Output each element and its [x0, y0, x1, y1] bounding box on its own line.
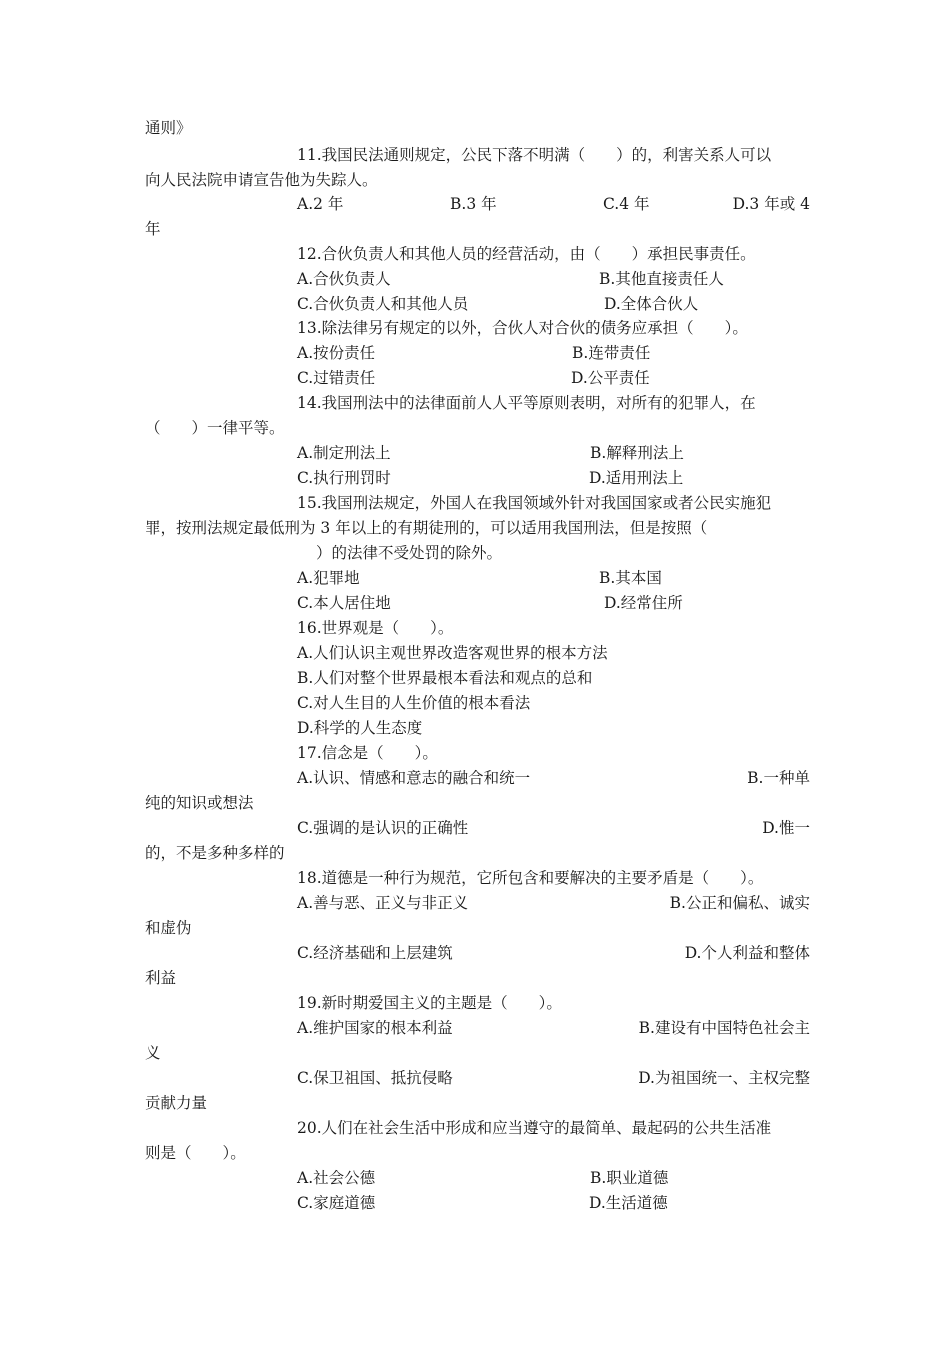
question-11	[297, 143, 810, 168]
option-b: B.解释刑法上	[590, 444, 684, 462]
question-15: 15.我国刑法规定，外国人在我国领域外针对我国国家或者公民实施犯	[297, 494, 772, 512]
option-d: D.惟一	[762, 819, 810, 837]
option-b: B.其他直接责任人	[599, 270, 724, 288]
option-d: D.为祖国统一、主权完整	[638, 1069, 810, 1087]
option-b-cont: 义	[145, 1044, 161, 1062]
question-12-options-row1	[297, 267, 810, 292]
question-12: 12.合伙负责人和其他人员的经营活动，由（ ）承担民事责任。	[297, 245, 756, 263]
question-20-options-row1	[297, 1166, 810, 1191]
option-d: D.适用刑法上	[589, 469, 684, 487]
option-d: D.3 年或 4	[732, 195, 810, 213]
option-b-cont: 和虚伪	[145, 919, 192, 937]
question-14-options-row2	[297, 466, 810, 491]
option-c: C.合伙负责人和其他人员	[297, 295, 469, 313]
option-a: A.合伙负责人	[297, 270, 391, 288]
option-c: C.保卫祖国、抵抗侵略	[297, 1069, 453, 1087]
option-a: A.认识、情感和意志的融合和统一	[297, 769, 531, 787]
question-15-options-row2	[297, 591, 810, 616]
question-11-cont: 向人民法院申请宣告他为失踪人。	[145, 171, 378, 189]
option-d-cont: 年	[145, 220, 161, 238]
option-c: C.过错责任	[297, 369, 376, 387]
question-16-option-c: C.对人生目的人生价值的根本看法	[297, 694, 531, 712]
option-d-cont: 的，不是多种多样的	[145, 844, 285, 862]
option-b: B.连带责任	[572, 344, 651, 362]
question-15-cont: 罪，按刑法规定最低刑为 3 年以上的有期徒刑的，可以适用我国刑法，但是按照（	[145, 519, 708, 537]
option-b: B.公正和偏私、诚实	[669, 894, 810, 912]
option-d-cont: 贡献力量	[145, 1094, 208, 1112]
continued-text: 通则》	[145, 119, 192, 137]
question-20: 20.人们在社会生活中形成和应当遵守的最简单、最起码的公共生活准	[297, 1119, 772, 1137]
question-14: 14.我国刑法中的法律面前人人平等原则表明，对所有的犯罪人，在	[297, 394, 756, 412]
option-c: C.经济基础和上层建筑	[297, 944, 453, 962]
question-20-options-row2	[297, 1191, 810, 1216]
option-d: D.全体合伙人	[604, 295, 699, 313]
option-c: C.本人居住地	[297, 594, 391, 612]
option-b: B.其本国	[599, 569, 662, 587]
question-11-options	[297, 192, 810, 217]
question-16: 16.世界观是（ ）。	[297, 619, 454, 637]
question-15-options-row1	[297, 566, 810, 591]
question-12-options-row2	[297, 292, 810, 317]
question-18: 18.道德是一种行为规范，它所包含和要解决的主要矛盾是（ ）。	[297, 869, 764, 887]
question-16-option-d: D.科学的人生态度	[297, 719, 423, 737]
option-d: D.生活道德	[589, 1194, 668, 1212]
question-13-options-row1	[297, 341, 810, 366]
option-c: C.强调的是认识的正确性	[297, 819, 469, 837]
option-c: C.家庭道德	[297, 1194, 376, 1212]
question-17-options-row2	[297, 816, 810, 841]
question-16-option-a: A.人们认识主观世界改造客观世界的根本方法	[297, 644, 608, 662]
option-a: A.犯罪地	[297, 569, 360, 587]
option-a: A.制定刑法上	[297, 444, 391, 462]
question-16-option-b: B.人们对整个世界最根本看法和观点的总和	[297, 669, 593, 687]
option-d-cont: 利益	[145, 969, 177, 987]
question-11-text: 11.我国民法通则规定，公民下落不明满（ ）的，利害关系人可以	[297, 146, 772, 164]
option-d: D.公平责任	[571, 369, 650, 387]
question-13: 13.除法律另有规定的以外，合伙人对合伙的债务应承担（ ）。	[297, 319, 748, 337]
option-a: A.社会公德	[297, 1169, 376, 1187]
question-18-options-row1	[297, 891, 810, 916]
option-b: B.建设有中国特色社会主	[638, 1019, 810, 1037]
option-b: B.职业道德	[590, 1169, 669, 1187]
question-18-options-row2	[297, 941, 810, 966]
question-17: 17.信念是（ ）。	[297, 744, 438, 762]
question-19-options-row1	[297, 1016, 810, 1041]
question-15-cont2: ）的法律不受处罚的除外。	[316, 544, 503, 562]
option-b: B.一种单	[747, 769, 810, 787]
question-19: 19.新时期爱国主义的主题是（ ）。	[297, 994, 562, 1012]
question-14-cont: （ ）一律平等。	[145, 419, 285, 437]
option-a: A.善与恶、正义与非正义	[297, 894, 469, 912]
question-13-options-row2	[297, 366, 810, 391]
option-a: A.按份责任	[297, 344, 376, 362]
option-c: C.执行刑罚时	[297, 469, 391, 487]
option-b: B.3 年	[450, 195, 497, 213]
question-19-options-row2	[297, 1066, 810, 1091]
option-a: A.2 年	[297, 195, 344, 213]
option-d: D.个人利益和整体	[684, 944, 810, 962]
option-c: C.4 年	[603, 195, 650, 213]
question-20-cont: 则是（ ）。	[145, 1144, 246, 1162]
option-a: A.维护国家的根本利益	[297, 1019, 453, 1037]
option-d: D.经常住所	[604, 594, 683, 612]
question-17-options-row1	[297, 766, 810, 791]
option-b-cont: 纯的知识或想法	[145, 794, 254, 812]
question-14-options-row1	[297, 441, 810, 466]
